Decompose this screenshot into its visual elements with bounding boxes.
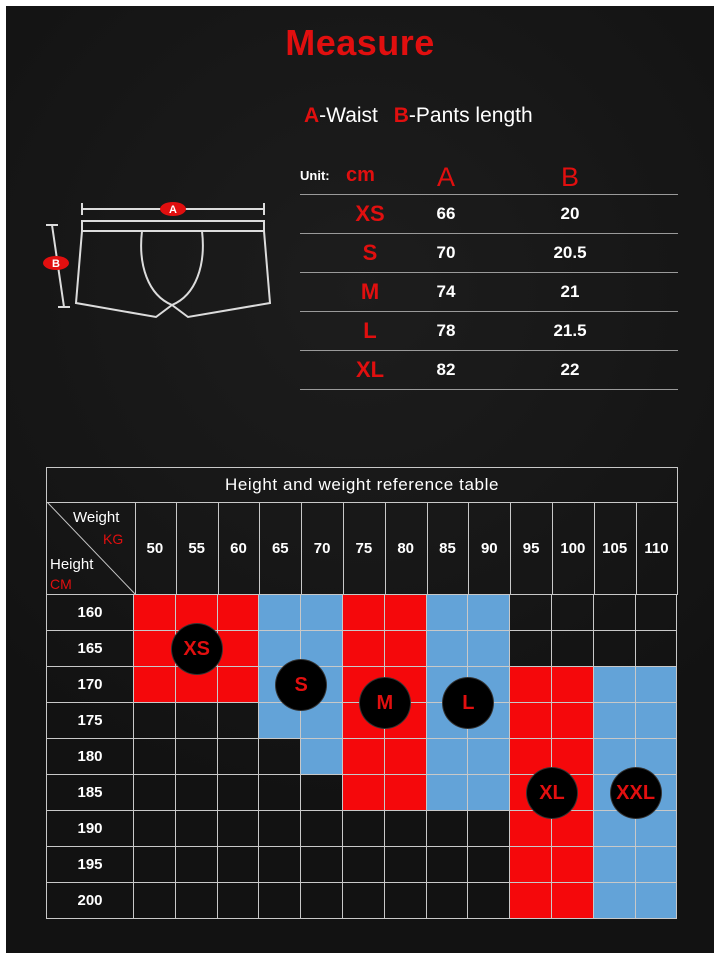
size-badge-s: S xyxy=(276,660,326,710)
waist-value: 66 xyxy=(436,204,456,223)
grid-cell xyxy=(468,847,510,883)
grid-cell xyxy=(134,847,176,883)
diagram-label-b: B xyxy=(52,258,60,270)
weight-header-50: 50 xyxy=(134,502,177,594)
grid-cell xyxy=(594,631,636,667)
grid-cell xyxy=(594,703,636,739)
grid-cell xyxy=(468,631,510,667)
grid-cell xyxy=(385,847,427,883)
grid-cell xyxy=(510,595,552,631)
grid-cell xyxy=(427,847,469,883)
grid-cell xyxy=(385,775,427,811)
grid-cell xyxy=(134,703,176,739)
grid-cell xyxy=(510,847,552,883)
grid-cell xyxy=(468,775,510,811)
grid-cell xyxy=(218,775,260,811)
grid-cell xyxy=(259,595,301,631)
grid-cell xyxy=(594,595,636,631)
grid-cell xyxy=(552,703,594,739)
diagram-label-a: A xyxy=(169,204,177,216)
weight-header-105: 105 xyxy=(594,502,637,594)
grid-cell xyxy=(176,883,218,919)
weight-header-55: 55 xyxy=(176,502,219,594)
weight-header-95: 95 xyxy=(510,502,553,594)
grid-cell xyxy=(134,811,176,847)
grid-cell xyxy=(218,847,260,883)
grid-cell xyxy=(594,667,636,703)
grid-cell xyxy=(176,811,218,847)
grid-cell xyxy=(301,739,343,775)
size-badge-m: M xyxy=(360,678,410,728)
page-title: Measure xyxy=(285,22,435,63)
grid-cell xyxy=(301,811,343,847)
grid-cell xyxy=(636,847,678,883)
size-table xyxy=(300,160,678,390)
grid-cell xyxy=(218,631,260,667)
grid-cell xyxy=(427,811,469,847)
grid-cell xyxy=(218,883,260,919)
height-axis-label: Height xyxy=(50,556,94,573)
grid-cell xyxy=(134,739,176,775)
length-value: 22 xyxy=(560,360,580,379)
grid-cell xyxy=(468,811,510,847)
column-b-header: B xyxy=(560,161,579,192)
grid-cell xyxy=(343,631,385,667)
grid-cell xyxy=(510,703,552,739)
grid-cell xyxy=(259,847,301,883)
grid-cell xyxy=(427,631,469,667)
grid-cell xyxy=(134,883,176,919)
weight-header-85: 85 xyxy=(427,502,470,594)
grid-cell xyxy=(385,595,427,631)
grid-cell xyxy=(301,775,343,811)
grid-cell xyxy=(427,883,469,919)
grid-cell xyxy=(218,811,260,847)
grid-cell xyxy=(218,667,260,703)
weight-header-75: 75 xyxy=(343,502,386,594)
waist-value: 82 xyxy=(436,360,456,379)
grid-cell xyxy=(468,883,510,919)
grid-cell xyxy=(343,883,385,919)
size-label: M xyxy=(360,279,380,304)
length-value: 20.5 xyxy=(553,243,587,262)
weight-header-70: 70 xyxy=(301,502,344,594)
grid-cell xyxy=(218,739,260,775)
measure-legend xyxy=(304,104,533,128)
grid-cell xyxy=(176,775,218,811)
table-row xyxy=(300,234,678,273)
grid-cell xyxy=(343,775,385,811)
grid-cell xyxy=(594,883,636,919)
length-value: 21.5 xyxy=(553,321,587,340)
grid-cell xyxy=(594,847,636,883)
size-badge-xxl: XXL xyxy=(611,768,661,818)
grid-cell xyxy=(343,595,385,631)
grid-cell xyxy=(510,667,552,703)
weight-header-110: 110 xyxy=(636,502,679,594)
grid-cell xyxy=(636,631,678,667)
height-unit-label: CM xyxy=(50,576,72,592)
height-header-190: 190 xyxy=(46,811,134,847)
weight-header-80: 80 xyxy=(385,502,428,594)
grid-cell xyxy=(134,667,176,703)
column-a-header: A xyxy=(436,161,455,192)
grid-cell xyxy=(385,883,427,919)
legend-b-letter: B xyxy=(393,104,409,127)
size-badge-xs: XS xyxy=(172,624,222,674)
unit-value: cm xyxy=(346,164,375,186)
weight-unit-label: KG xyxy=(103,531,124,547)
height-header-180: 180 xyxy=(46,739,134,775)
height-weight-reference-table xyxy=(46,467,678,919)
size-label: S xyxy=(362,240,378,265)
grid-cell xyxy=(259,811,301,847)
grid-cell xyxy=(259,739,301,775)
grid-cell xyxy=(636,667,678,703)
grid-cell xyxy=(343,739,385,775)
grid-cell xyxy=(259,883,301,919)
grid-cell xyxy=(176,703,218,739)
height-header-160: 160 xyxy=(46,595,134,631)
weight-axis-label: Weight xyxy=(73,509,120,526)
grid-cell xyxy=(552,883,594,919)
legend-b-text: -Pants length xyxy=(408,104,533,127)
grid-cell xyxy=(134,631,176,667)
size-label: L xyxy=(363,318,377,343)
grid-cell xyxy=(385,631,427,667)
height-header-170: 170 xyxy=(46,667,134,703)
grid-cell xyxy=(301,847,343,883)
legend-a-letter: A xyxy=(304,104,320,127)
height-header-200: 200 xyxy=(46,883,134,919)
grid-cell xyxy=(427,595,469,631)
grid-cell xyxy=(134,775,176,811)
length-value: 20 xyxy=(560,204,580,223)
grid-cell xyxy=(343,811,385,847)
weight-header-60: 60 xyxy=(218,502,261,594)
grid-cell xyxy=(176,739,218,775)
grid-cell xyxy=(385,739,427,775)
grid-cell xyxy=(510,883,552,919)
grid-cell xyxy=(552,631,594,667)
grid-cell xyxy=(552,847,594,883)
weight-header-90: 90 xyxy=(468,502,511,594)
waist-value: 74 xyxy=(436,282,456,301)
waist-value: 78 xyxy=(436,321,456,340)
height-header-165: 165 xyxy=(46,631,134,667)
grid-cell xyxy=(468,595,510,631)
size-label: XS xyxy=(355,201,385,226)
grid-cell xyxy=(636,595,678,631)
grid-cell xyxy=(301,883,343,919)
grid-cell xyxy=(427,775,469,811)
grid-cell xyxy=(552,667,594,703)
weight-header-65: 65 xyxy=(259,502,302,594)
grid-cell xyxy=(636,883,678,919)
grid-cell xyxy=(134,595,176,631)
table-row xyxy=(300,351,678,390)
height-header-185: 185 xyxy=(46,775,134,811)
grid-cell xyxy=(636,703,678,739)
grid-cell xyxy=(385,811,427,847)
grid-cell xyxy=(301,595,343,631)
grid-cell xyxy=(259,775,301,811)
height-header-175: 175 xyxy=(46,703,134,739)
grid-cell xyxy=(427,739,469,775)
size-badge-l: L xyxy=(443,678,493,728)
table-corner-header xyxy=(46,502,136,594)
grid-cell xyxy=(218,703,260,739)
table-row xyxy=(300,195,678,234)
height-header-195: 195 xyxy=(46,847,134,883)
weight-header-100: 100 xyxy=(552,502,595,594)
reference-table-title: Height and weight reference table xyxy=(46,467,678,503)
table-row xyxy=(300,273,678,312)
size-badge-xl: XL xyxy=(527,768,577,818)
grid-cell xyxy=(552,595,594,631)
unit-label: Unit: xyxy=(300,168,330,183)
size-label: XL xyxy=(355,357,385,382)
grid-cell xyxy=(468,739,510,775)
grid-cell xyxy=(343,847,385,883)
grid-cell xyxy=(218,595,260,631)
grid-cell xyxy=(176,847,218,883)
boxer-diagram-icon xyxy=(38,195,278,325)
waist-value: 70 xyxy=(436,243,456,262)
legend-a-text: -Waist xyxy=(319,104,378,127)
grid-cell xyxy=(510,631,552,667)
table-row xyxy=(300,312,678,351)
size-table-header xyxy=(300,160,678,195)
length-value: 21 xyxy=(560,282,580,301)
